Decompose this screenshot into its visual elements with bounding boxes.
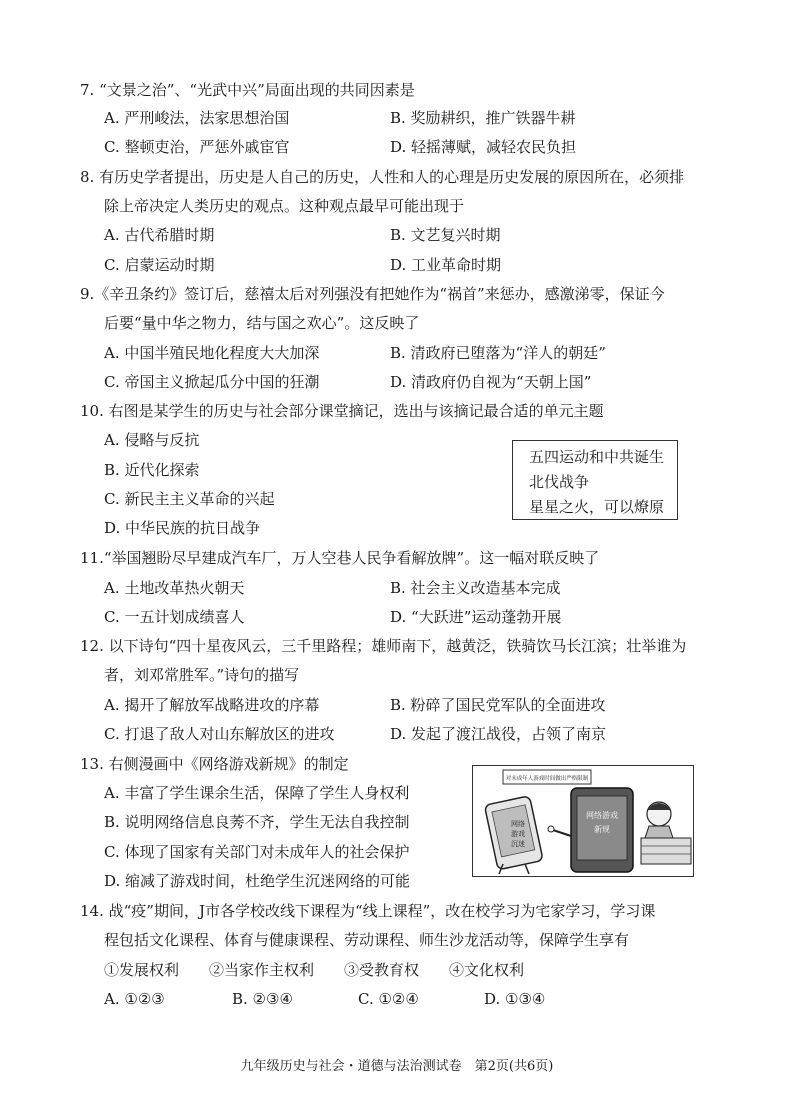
- q13-cartoon: [472, 765, 694, 877]
- q10-notes-box: [512, 440, 678, 520]
- q14-items: ①发展权利 ②当家作主权利 ③受教育权 ④文化权利: [104, 961, 525, 979]
- q9-option-b: B. 清政府已堕落为“洋人的朝廷”: [390, 344, 606, 362]
- q12-option-a: A. 揭开了解放军战略进攻的序幕: [104, 696, 320, 714]
- q8-stem-line1: 8. 有历史学者提出，历史是人自己的历史，人性和人的心理是历史发展的原因所在，必须排: [80, 168, 685, 186]
- cartoon-left-text-3: 沉迷: [511, 840, 525, 848]
- q9-option-d: D. 清政府仍自视为“天朝上国”: [390, 373, 592, 391]
- q8-option-d: D. 工业革命时期: [390, 256, 502, 274]
- q8-option-a: A. 古代希腊时期: [104, 226, 215, 244]
- q10-option-d: D. 中华民族的抗日战争: [104, 519, 261, 537]
- q8-option-b: B. 文艺复兴时期: [390, 226, 501, 244]
- q9-option-a: A. 中国半殖民地化程度大大加深: [104, 344, 320, 362]
- q12-stem-line1: 12. 以下诗句“四十星夜风云，三千里路程；雄师南下，越黄泛，铁骑饮马长江滨；壮举谁为: [80, 637, 687, 655]
- page-footer: 九年级历史与社会・道德与法治测试卷 第2页(共6页): [240, 1059, 554, 1074]
- cartoon-left-text-1: 网络: [511, 820, 525, 828]
- q13-option-b: B. 说明网络信息良莠不齐，学生无法自我控制: [104, 813, 410, 831]
- q14-stem-line2: 程包括文化课程、体育与健康课程、劳动课程、师生沙龙活动等，保障学生享有: [104, 931, 630, 949]
- q10-stem: 10. 右图是某学生的历史与社会部分课堂摘记，选出与该摘记最合适的单元主题: [80, 402, 604, 420]
- q11-stem: 11.“举国翘盼尽早建成汽车厂，万人空巷人民争看解放牌”。这一幅对联反映了: [80, 549, 600, 567]
- q12-option-b: B. 粉碎了国民党军队的全面进攻: [390, 696, 606, 714]
- q7-option-a: A. 严刑峻法，法家思想治国: [104, 109, 290, 127]
- q11-option-d: D. “大跃进”运动蓬勃开展: [390, 608, 562, 626]
- q13-option-d: D. 缩减了游戏时间，杜绝学生沉迷网络的可能: [104, 872, 411, 890]
- q10-option-c: C. 新民主主义革命的兴起: [104, 490, 275, 508]
- q10-note-2: 北伐战争: [529, 473, 590, 491]
- q14-stem-line1: 14. 战“疫”期间，J市各学校改线下课程为“线上课程”，改在校学习为宅家学习，学习课: [80, 902, 656, 920]
- q10-note-1: 五四运动和中共诞生: [529, 448, 665, 466]
- q11-option-c: C. 一五计划成绩喜人: [104, 608, 245, 626]
- q10-option-a: A. 侵略与反抗: [104, 431, 200, 449]
- q7-option-d: D. 轻摇薄赋，减轻农民负担: [390, 138, 577, 156]
- q14-option-d: D. ①③④: [484, 990, 546, 1008]
- q11-option-b: B. 社会主义改造基本完成: [390, 579, 561, 597]
- cartoon-right-text-1: 网络游戏: [586, 811, 618, 820]
- q13-option-c: C. 体现了国家有关部门对未成年人的社会保护: [104, 843, 410, 861]
- q7-option-c: C. 整顿吏治，严惩外戚宦官: [104, 138, 290, 156]
- q9-option-c: C. 帝国主义掀起瓜分中国的狂潮: [104, 373, 320, 391]
- q10-option-b: B. 近代化探索: [104, 461, 200, 479]
- q8-option-c: C. 启蒙运动时期: [104, 256, 215, 274]
- q10-note-3: 星星之火，可以燎原: [529, 498, 665, 516]
- q11-option-a: A. 土地改革热火朝天: [104, 579, 245, 597]
- q12-option-c: C. 打退了敌人对山东解放区的进攻: [104, 725, 335, 743]
- q13-option-a: A. 丰富了学生课余生活，保障了学生人身权利: [104, 784, 410, 802]
- q7-stem: 7. “文景之治”、“光武中兴”局面出现的共同因素是: [80, 81, 415, 99]
- q14-option-b: B. ②③④: [232, 990, 293, 1008]
- q12-option-d: D. 发起了渡江战役，占领了南京: [390, 725, 607, 743]
- cartoon-right-text-2: 新规: [594, 825, 610, 834]
- q13-stem: 13. 右侧漫画中《网络游戏新规》的制定: [80, 755, 349, 773]
- cartoon-caption: 对未成年人游戏时间做出严格限制: [505, 776, 589, 782]
- q9-stem-line1: 9.《辛丑条约》签订后，慈禧太后对列强没有把她作为“祸首”来惩办，感激涕零，保证今: [80, 285, 665, 303]
- q9-stem-line2: 后要“量中华之物力，结与国之欢心”。这反映了: [104, 314, 420, 332]
- q14-option-a: A. ①②③: [104, 990, 165, 1008]
- cartoon-left-text-2: 游戏: [511, 830, 525, 838]
- q14-option-c: C. ①②④: [358, 990, 419, 1008]
- cartoon-drawing: [473, 766, 693, 876]
- q7-option-b: B. 奖励耕织，推广铁器牛耕: [390, 109, 576, 127]
- q12-stem-line2: 者，刘邓常胜军。”诗句的描写: [104, 666, 300, 684]
- q8-stem-line2: 除上帝决定人类历史的观点。这种观点最早可能出现于: [104, 197, 465, 215]
